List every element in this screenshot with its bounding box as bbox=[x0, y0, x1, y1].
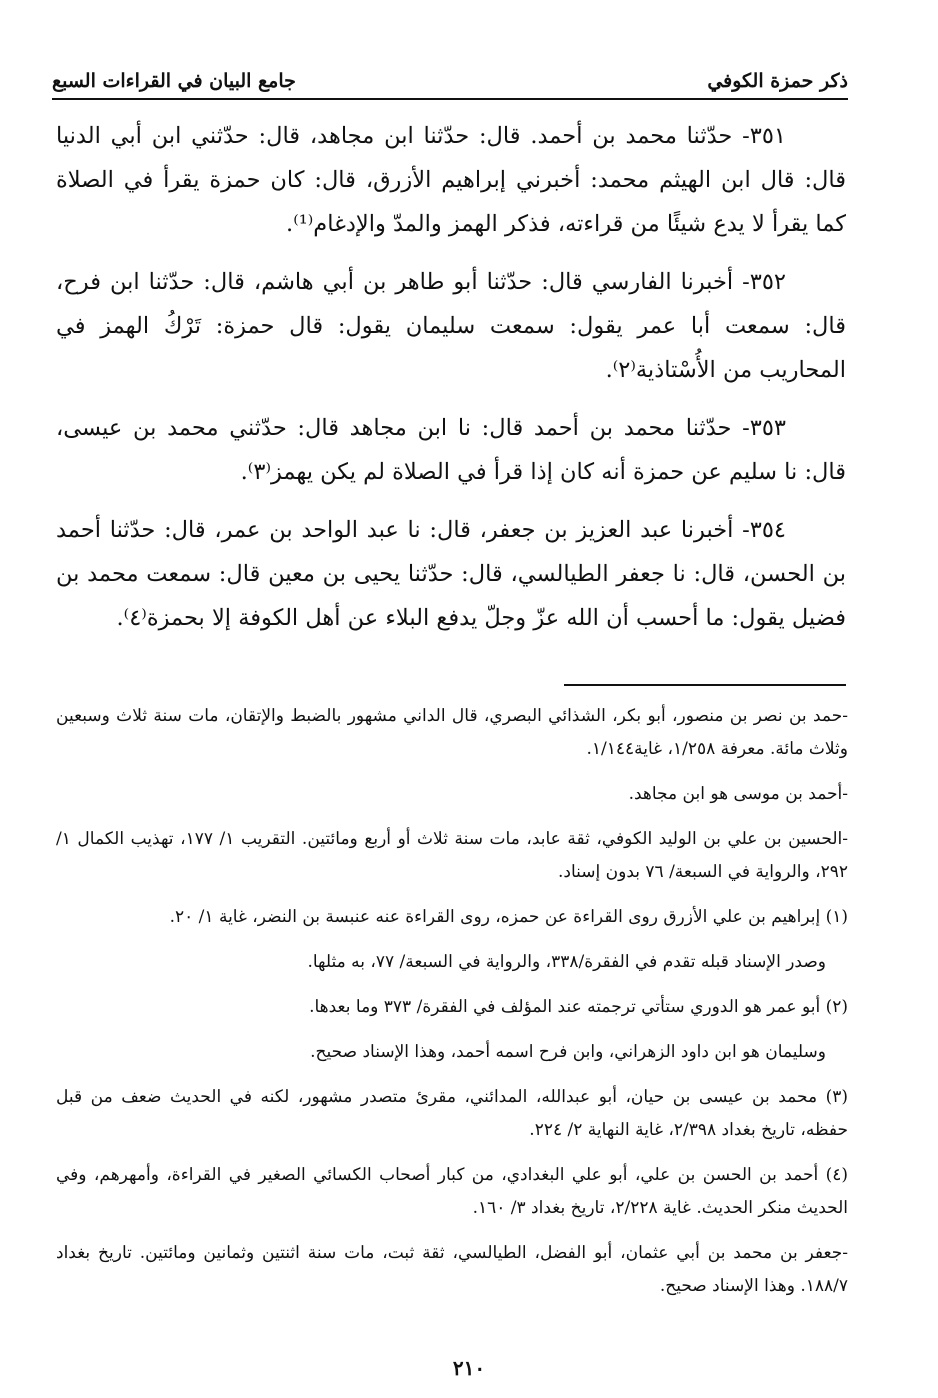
paragraph-352: ٣٥٢- أخبرنا الفارسي قال: حدّثنا أبو طاهر بن أبي هاشم، قال: حدّثنا ابن فرح، قال: سمعت أبا عمر يقول: سمعت سليمان يقول: قال حمزة: تَرْكُ الهمز في المحاريب من الأُسْتاذية⁽٢⁾. bbox=[56, 269, 846, 383]
footnote-ibn-mujahid: -أحمد بن موسى هو ابن مجاهد. bbox=[628, 784, 848, 804]
footnote-3: (٣) محمد بن عيسى بن حيان، أبو عبدالله، المدائني، مقرئ متصدر مشهور، لكنه في الحديث ضعف من قبل حفظه، تاريخ بغداد ٢/٣٩٨، غاية النهاية ٢/ ٢٢٤. bbox=[56, 1087, 848, 1140]
footnotes bbox=[56, 700, 848, 1315]
paragraph-354: ٣٥٤- أخبرنا عبد العزيز بن جعفر، قال: نا عبد الواحد بن عمر، قال: حدّثنا أحمد بن الحسن، قال: نا جعفر الطيالسي، قال: حدّثنا يحيى بن معين قال: سمعت محمد بن فضيل يقول: ما أحسب أن الله عزّ وجلّ يدفع البلاء عن أهل الكوفة إلا بحمزة⁽٤⁾. bbox=[56, 517, 846, 631]
main-text bbox=[56, 114, 846, 654]
footnote-shadhai: -حمد بن نصر بن منصور، أبو بكر، الشذائي البصري، قال الداني مشهور بالضبط والإتقان، مات سنة ثلاث وسبعين وثلاث مائة. معرفة ١/٢٥٨، غاية١/١٤٤. bbox=[56, 706, 848, 759]
header-chapter-title: ذكر حمزة الكوفي bbox=[707, 70, 848, 92]
header-book-title: جامع البيان في القراءات السبع bbox=[52, 70, 296, 92]
footnote-1-continuation: وصدر الإسناد قبله تقدم في الفقرة/٣٣٨، والرواية في السبعة/ ٧٧، به مثلها. bbox=[307, 952, 826, 972]
paragraph-353: ٣٥٣- حدّثنا محمد بن أحمد قال: نا ابن مجاهد قال: حدّثني محمد بن عيسى، قال: نا سليم عن حمزة أنه كان إذا قرأ في الصلاة لم يكن يهمز⁽٣⁾. bbox=[56, 415, 846, 485]
footnote-4-continuation: -جعفر بن محمد بن أبي عثمان، أبو الفضل، الطيالسي، ثقة ثبت، مات سنة اثنتين وثمانين ومائتين. تاريخ بغداد ١٨٨/٧. وهذا الإسناد صحيح. bbox=[56, 1243, 848, 1296]
footnote-4: (٤) أحمد بن الحسن بن علي، أبو علي البغدادي، من كبار أصحاب الكسائي الصغير في القراءة، وأمهرهم، وفي الحديث منكر الحديث. غاية ٢/٢٢٨، تاريخ بغداد ٣/ ١٦٠. bbox=[56, 1165, 848, 1218]
footnote-2: (٢) أبو عمر هو الدوري ستأتي ترجمته عند المؤلف في الفقرة/ ٣٧٣ وما بعدها. bbox=[309, 997, 848, 1017]
footnote-2-continuation: وسليمان هو ابن داود الزهراني، وابن فرح اسمه أحمد، وهذا الإسناد صحيح. bbox=[310, 1042, 826, 1062]
running-header bbox=[52, 58, 848, 100]
footnote-separator bbox=[564, 684, 846, 686]
page-number: ٢١٠ bbox=[452, 1356, 486, 1380]
footnote-1: (١) إبراهيم بن علي الأزرق روى القراءة عن حمزه، روى القراءة عنه عنبسة بن النضر، غاية ١/ ٢٠. bbox=[169, 907, 848, 927]
paragraph-351: ٣٥١- حدّثنا محمد بن أحمد. قال: حدّثنا ابن مجاهد، قال: حدّثني ابن أبي الدنيا قال: قال ابن الهيثم محمد: أخبرني إبراهيم الأزرق، قال: كان حمزة يقرأ في الصلاة كما يقرأ لا يدع شيئًا من قراءته، فذكر الهمز والمدّ والإدغام⁽¹⁾. bbox=[56, 123, 846, 237]
footnote-husayn: -الحسين بن علي بن الوليد الكوفي، ثقة عابد، مات سنة ثلاث أو أربع ومائتين. التقريب ١/ ١٧٧، تهذيب الكمال ١/ ٢٩٢، والرواية في السبعة/ ٧٦ بدون إسناد. bbox=[56, 829, 849, 882]
